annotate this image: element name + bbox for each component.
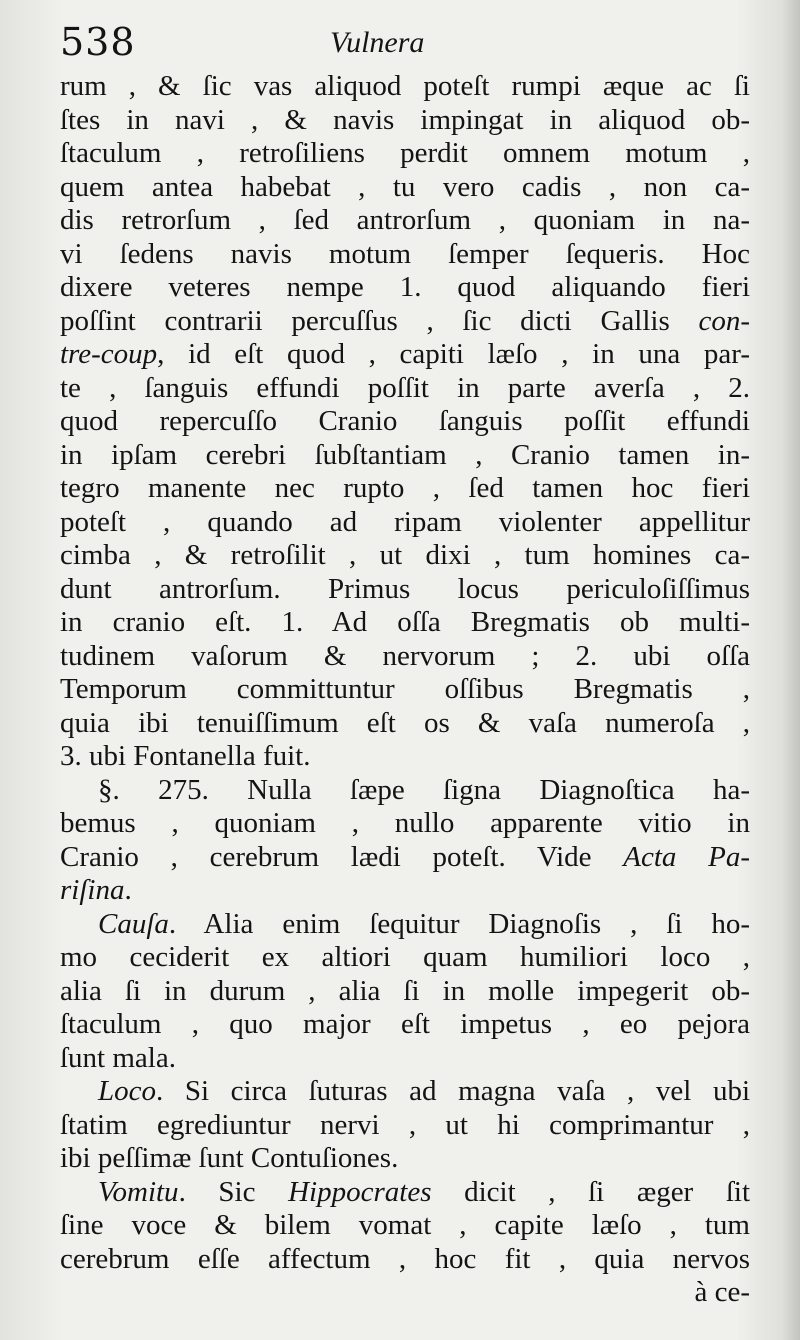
text-line: [60, 338, 750, 372]
body-text: [60, 70, 750, 1310]
text-line: quod repercuſſo Cranio ſanguis poſſit effundi: [60, 405, 750, 437]
text-line: ſtaculum , quo major eſt impetus , eo pejora: [60, 1008, 750, 1040]
italic-term: con-: [698, 304, 750, 337]
text-line: ſtes in navi , & navis impingat in aliquod ob-: [60, 103, 750, 136]
text-segment: . Alia enim ſequitur Diagnoſis , ſi ho-: [168, 907, 750, 940]
text-line: vi ſedens navis motum ſemper ſequeris. Hoc: [60, 237, 750, 270]
text-line: tegro manente nec rupto , ſed tamen hoc fieri: [60, 472, 750, 504]
text-line: mo ceciderit ex altiori quam humiliori loco ,: [60, 941, 750, 973]
text-line: Temporum committuntur oſſibus Bregmatis ,: [60, 673, 750, 705]
text-line: cerebrum eſſe affectum , hoc fit , quia nervos: [60, 1242, 750, 1275]
italic-term: Cauſa: [98, 907, 169, 940]
page-header: [60, 20, 750, 72]
text-segment: . Sic: [178, 1175, 289, 1208]
italic-term: Loco: [98, 1075, 156, 1107]
text-line: ſtatim egrediuntur nervi , ut hi comprimantur ,: [60, 1108, 750, 1141]
text-line: [60, 1075, 750, 1109]
text-line: in ipſam cerebri ſubſtantiam , Cranio tamen in-: [60, 438, 750, 471]
text-segment: poſſint contrarii percuſſus , ſic dicti Gallis: [60, 304, 699, 337]
text-line: te , ſanguis effundi poſſit in parte averſa , 2.: [60, 371, 750, 404]
italic-term: Acta Pa-: [623, 840, 751, 873]
text-line: [60, 305, 750, 339]
italic-term: tre-coup: [60, 338, 158, 370]
text-segment: .: [124, 874, 132, 906]
text-line: rum , & ſic vas aliquod poteſt rumpi æque ac ſi: [60, 70, 750, 102]
text-line: tudinem vaſorum & nervorum ; 2. ubi oſſa: [60, 639, 750, 672]
text-line: cimba , & retroſilit , ut dixi , tum homines ca-: [60, 539, 750, 571]
text-line: 3. ubi Fontanella fuit.: [60, 740, 311, 772]
text-line: dis retrorſum , ſed antrorſum , quoniam in na-: [60, 204, 750, 236]
text-line: dunt antrorſum. Primus locus periculoſiſſimus: [60, 572, 750, 605]
section-line: §. 275. Nulla ſæpe ſigna Diagnoſtica ha-: [98, 773, 750, 806]
text-line: ſunt mala.: [60, 1041, 176, 1074]
text-line: quia ibi tenuiſſimum eſt os & vaſa numeroſa ,: [60, 706, 750, 739]
text-line: ibi peſſimæ ſunt Contuſiones.: [60, 1142, 399, 1174]
italic-term: Hippocrates: [288, 1175, 432, 1208]
text-segment: . Si circa ſuturas ad magna vaſa , vel ubi: [156, 1075, 750, 1107]
text-line: [60, 874, 750, 908]
italic-term: Vomitu: [98, 1175, 179, 1208]
text-line: poteſt , quando ad ripam violenter appellitur: [60, 505, 750, 538]
text-segment: Cranio , cerebrum lædi poteſt. Vide: [60, 840, 624, 873]
text-line: [60, 841, 750, 875]
text-line: ſine voce & bilem vomat , capite læſo , tum: [60, 1209, 750, 1241]
page-number: 538: [60, 20, 136, 64]
text-line: bemus , quoniam , nullo apparente vitio in: [60, 807, 750, 839]
text-line: ſtaculum , retroſiliens perdit omnem motum ,: [60, 137, 750, 169]
text-line: [60, 1176, 750, 1210]
catchword: à ce-: [694, 1276, 750, 1308]
text-line: alia ſi in durum , alia ſi in molle impegerit ob-: [60, 974, 750, 1007]
text-segment: dicit , ſi æger ſit: [431, 1175, 751, 1208]
text-line: [60, 908, 750, 942]
text-line: quem antea habebat , tu vero cadis , non ca-: [60, 170, 750, 203]
page-edge-shadow: [782, 0, 800, 1340]
italic-term: riſina: [60, 874, 125, 906]
text-line: dixere veteres nempe 1. quod aliquando fieri: [60, 271, 750, 303]
text-segment: , id eſt quod , capiti læſo , in una par-: [157, 338, 750, 370]
running-head: Vulnera: [330, 26, 425, 59]
text-line: in cranio eſt. 1. Ad oſſa Bregmatis ob multi-: [60, 606, 750, 638]
